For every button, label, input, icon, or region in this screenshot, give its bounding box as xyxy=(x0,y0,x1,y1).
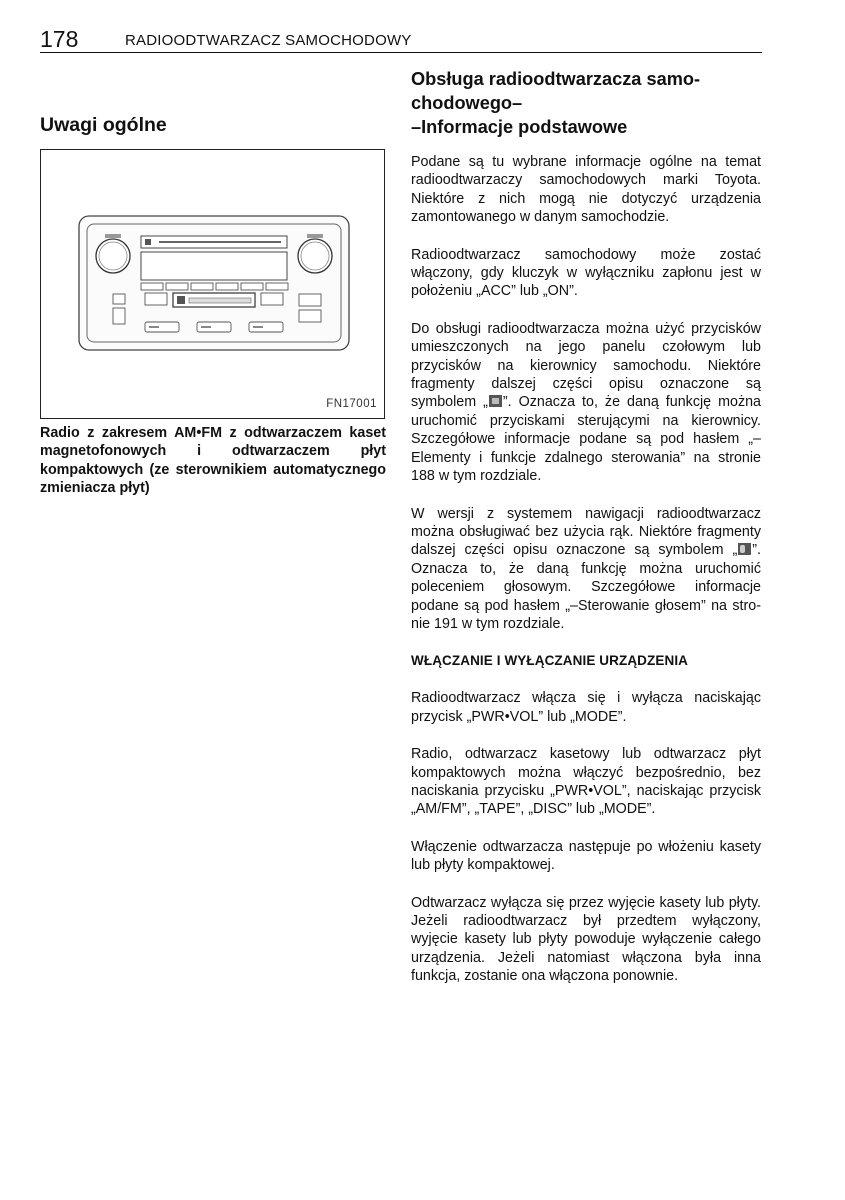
paragraph xyxy=(411,505,761,634)
section-title: Uwagi ogólne xyxy=(40,114,167,136)
steering-switch-icon xyxy=(489,395,502,407)
radio-figure xyxy=(40,149,385,419)
paragraph: Podane są tu wybrane informacje ogólne na temat radioodtwarzaczy samochodowych marki Toyota. Niektóre z nich mogą nie dotyczyć urządzenia zamontowanego w danym samochodzie. xyxy=(411,154,761,226)
page-header xyxy=(40,26,762,54)
subheading: WŁĄCZANIE I WYŁĄCZANIE URZĄDZENIA xyxy=(411,653,689,669)
right-column xyxy=(411,67,761,1005)
paragraph-text: ”. Oznacza to, że daną funkcję można uruchomić poleceniem głosowym. Szczegółowe informacje podane są pod hasłem „–Sterowanie głosem” na stronie 191 w tym rozdziale. xyxy=(411,542,761,632)
paragraph: Radioodtwarzacz włącza się i wyłącza naciskając przycisk „PWR•VOL” lub „MODE”. xyxy=(411,690,761,725)
car-radio-illustration xyxy=(41,150,384,418)
running-head: RADIOODTWARZACZ SAMOCHODOWY xyxy=(125,32,412,49)
main-heading xyxy=(411,67,761,139)
paragraph: Włączenie odtwarzacza następuje po włożeniu kasety lub płyty kompaktowej. xyxy=(411,838,761,874)
paragraph-text: Do obsługi radioodtwarzacza można użyć przycisków umieszczonych na jego panelu czołowym lub przycisków na kierownicy samochodu. Niektóre fragmenty dalszej części opisu oznaczone są symbolem „ xyxy=(411,320,761,411)
paragraph-text: ”. Oznacza to, że daną funkcję można uruchomić przyciskami sterującymi na kierownicy. Szczegółowe informacje podane są pod hasłem „–Elementy i funkcje zdalnego sterowania” na stronie 188 w tym rozdziale. xyxy=(411,394,761,485)
figure-caption: Radio z zakresem AM•FM z odtwarzaczem kaset magnetofonowych i odtwarzaczem płyt kompaktowych (ze sterownikiem automatycznego zmieniacza płyt) xyxy=(40,425,386,497)
page-number: 178 xyxy=(40,26,79,52)
figure-code: FN17001 xyxy=(326,398,377,410)
heading-line: chodowego– xyxy=(411,93,523,113)
paragraph: Radio, odtwarzacz kasetowy lub odtwarzacz płyt kompaktowych można włączyć bezpośrednio, bez naciskania przycisku „PWR•VOL”, naciskając przycisk „AM/FM”, „TAPE”, „DISC” lub „MODE”. xyxy=(411,746,761,818)
header-rule xyxy=(40,52,762,53)
heading-line: –Informacje podstawowe xyxy=(411,117,628,137)
paragraph-text: W wersji z systemem nawigacji radioodtwarzacz można obsługiwać bez użycia rąk. Niektóre fragmenty dalszej części opisu oznaczone są symbolem „ xyxy=(411,505,761,559)
paragraph: Radioodtwarzacz samochodowy może zostać włączony, gdy kluczyk w wyłączniku zapłonu jest w położeniu „ACC” lub „ON”. xyxy=(411,246,761,300)
paragraph: Odtwarzacz wyłącza się przez wyjęcie kasety lub płyty. Jeżeli radioodtwarzacz był przedtem wyłączony, wyjęcie kasety lub płyty powoduje wyłączenie całego urządzenia. Jeżeli natomiast włączona była inna funkcja, zostanie ona włączona ponownie. xyxy=(411,894,761,985)
voice-command-icon xyxy=(738,543,751,555)
paragraph xyxy=(411,320,761,486)
left-column xyxy=(40,112,386,138)
heading-line: Obsługa radioodtwarzacza samo- xyxy=(411,69,701,89)
